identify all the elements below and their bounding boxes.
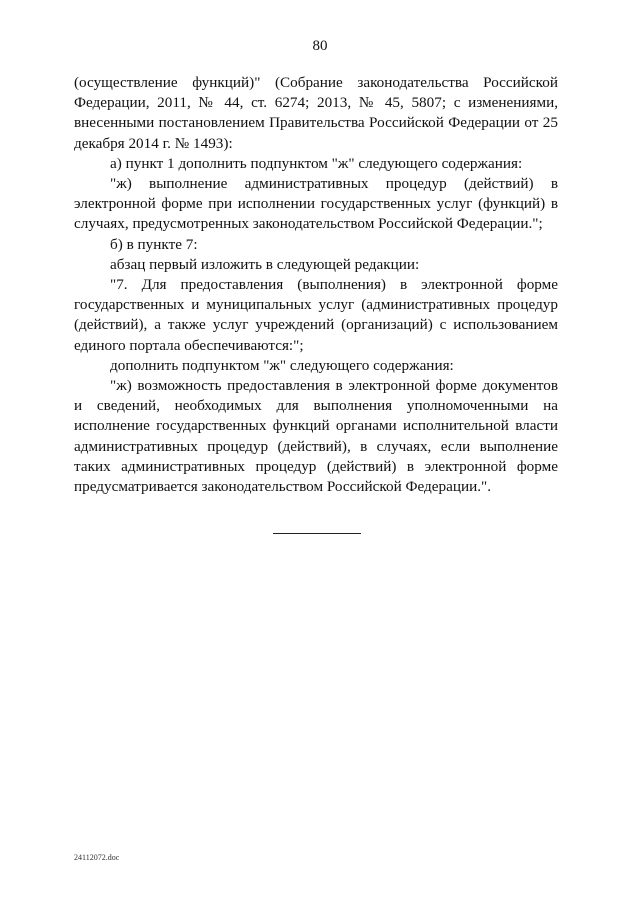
paragraph-subitem-zh-1: "ж) выполнение административных процедур (действий) в электронной форме при исполнении государственных услуг (функций) в случаях, предусмотренных законодательством Российской Федерации.";	[74, 175, 558, 233]
document-body	[74, 73, 558, 497]
paragraph-item-a: а) пункт 1 дополнить подпунктом "ж" следующего содержания:	[110, 154, 523, 172]
paragraph-subitem-zh-2: "ж) возможность предоставления в электронной форме документов и сведений, необходимых для выполнения уполномоченными на исполнение государственных функций органами исполнительной власти административных процедур (действий), в случаях, если выполнение таких административных процедур (действий) в электронной форме предусматривается законодательством Российской Федерации.".	[74, 377, 558, 496]
paragraph-new-wording: абзац первый изложить в следующей редакции:	[110, 255, 420, 273]
page-number: 80	[312, 38, 328, 54]
paragraph-item-b: б) в пункте 7:	[110, 235, 198, 253]
paragraph-point-7: "7. Для предоставления (выполнения) в электронной форме государственных и муниципальных услуг (административных процедур (действий), а также услуг учреждений (организаций) с использованием единого портала обеспечиваются:";	[74, 276, 558, 354]
end-divider-line	[273, 533, 361, 534]
footer-doc-id: 24112072.doc	[74, 853, 120, 862]
paragraph-add-subitem: дополнить подпунктом "ж" следующего содержания:	[110, 356, 454, 374]
paragraph-continuation: (осуществление функций)" (Собрание законодательства Российской Федерации, 2011, № 44, ст. 6274; 2013, № 45, 5807; с изменениями, внесенными постановлением Правительства Российской Федерации от 25 декабря 2014 г. № 1493):	[74, 74, 558, 152]
